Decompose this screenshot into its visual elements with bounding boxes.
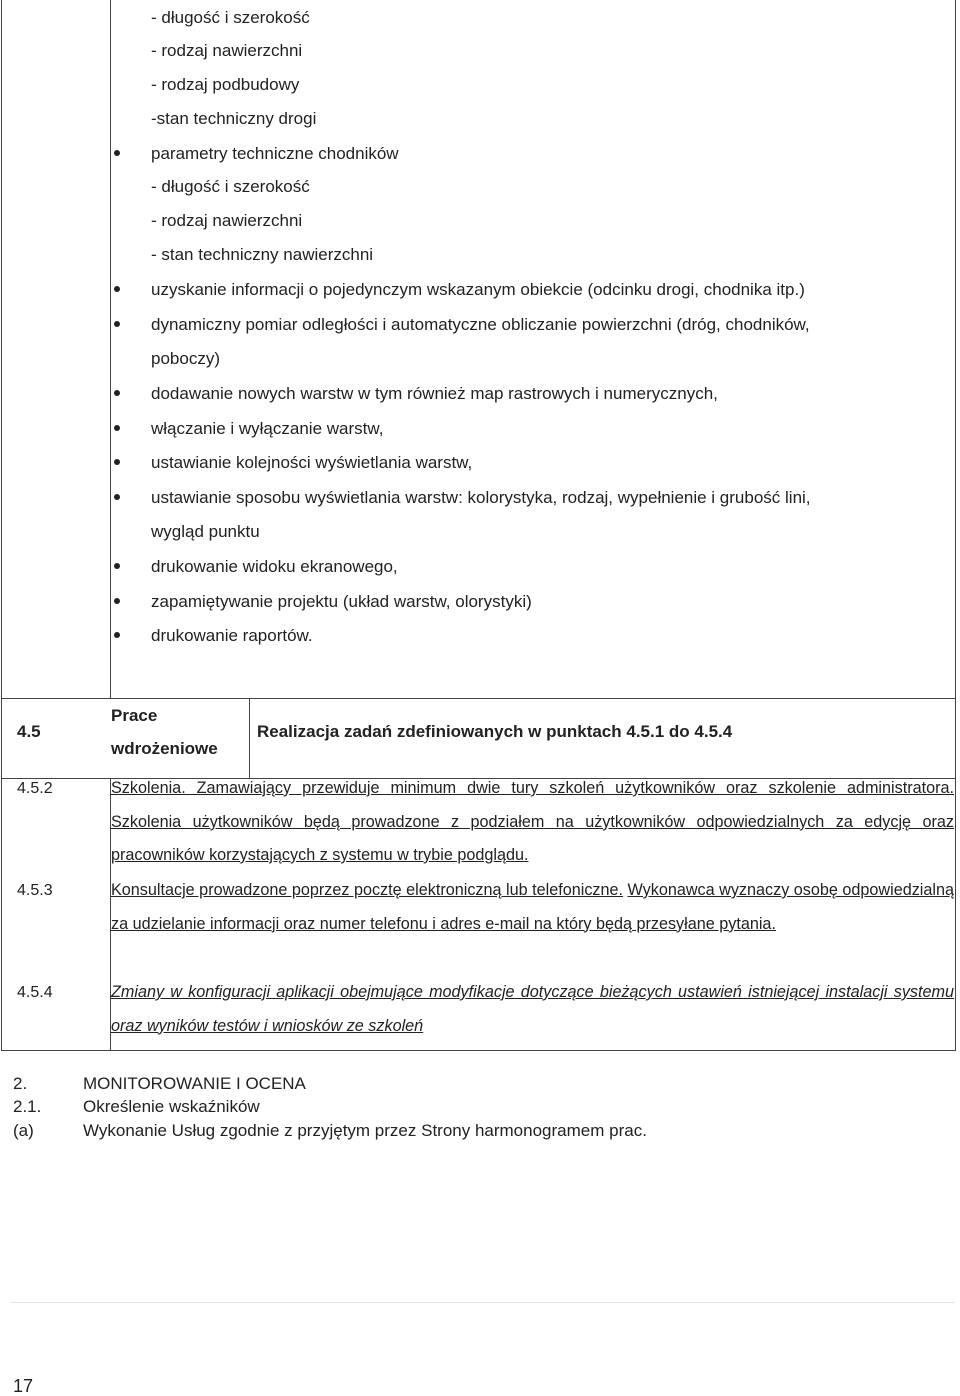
list-item: - rodzaj podbudowy bbox=[151, 75, 300, 94]
row-45-text: Realizacja zadań zdefiniowanych w punktach 4.5.1 do 4.5.4 bbox=[257, 722, 733, 741]
list-item: włączanie i wyłączanie warstw, bbox=[151, 419, 384, 438]
section-number: 2.1. bbox=[13, 1097, 42, 1116]
row-45-label-line1: Prace bbox=[111, 706, 158, 725]
table-row-divider-1 bbox=[1, 698, 956, 699]
table-inner-border-top bbox=[110, 0, 111, 698]
row-45-number: 4.5 bbox=[17, 722, 41, 741]
list-item: parametry techniczne chodników bbox=[151, 144, 399, 163]
row-452-text bbox=[111, 772, 954, 873]
list-item: uzyskanie informacji o pojedynczym wskazanym obiekcie (odcinku drogi, chodnika itp.) bbox=[151, 280, 805, 299]
row-454-number: 4.5.4 bbox=[17, 984, 53, 1001]
row-454-text bbox=[111, 976, 954, 1043]
row-453-text-b: Wykonawca wyznaczy osobę odpowiedzialną za udzielanie informacji oraz numer telefonu i adres e-mail na który będą przesyłane pytania. bbox=[111, 881, 955, 933]
row-452-text-b: Szkolenia użytkowników będą prowadzone z podziałem na użytkowników odpowiedzialnych za edycję oraz pracowników korzystających z systemu w trybie podglądu. bbox=[111, 812, 954, 864]
list-item: - długość i szerokość bbox=[151, 8, 310, 27]
bullet-icon bbox=[114, 286, 120, 292]
section-heading: Określenie wskaźników bbox=[83, 1097, 260, 1116]
list-item: - rodzaj nawierzchni bbox=[151, 211, 303, 230]
list-item: - długość i szerokość bbox=[151, 177, 310, 196]
bullet-icon bbox=[114, 494, 120, 500]
list-item: -stan techniczny drogi bbox=[151, 109, 317, 128]
list-item: dodawanie nowych warstw w tym również map rastrowych i numerycznych, bbox=[151, 384, 718, 403]
row-452-number: 4.5.2 bbox=[17, 780, 53, 797]
bullet-icon bbox=[114, 563, 120, 569]
bullet-icon bbox=[114, 459, 120, 465]
section-heading: MONITOROWANIE I OCENA bbox=[83, 1074, 306, 1093]
row-453-text bbox=[111, 874, 954, 941]
list-item: drukowanie raportów. bbox=[151, 626, 313, 645]
section-number: (a) bbox=[13, 1121, 34, 1140]
footer-separator bbox=[10, 1302, 955, 1303]
list-item: poboczy) bbox=[151, 349, 220, 368]
table-left-border bbox=[1, 0, 2, 1050]
list-item: ustawianie kolejności wyświetlania warstw, bbox=[151, 453, 473, 472]
list-item: ustawianie sposobu wyświetlania warstw: kolorystyka, rodzaj, wypełnienie i grubość lini, bbox=[151, 488, 811, 507]
list-item: wygląd punktu bbox=[151, 522, 260, 541]
list-item: dynamiczny pomiar odległości i automatyczne obliczanie powierzchni (dróg, chodników, bbox=[151, 315, 810, 334]
bullet-icon bbox=[114, 150, 120, 156]
section-text: Wykonanie Usług zgodnie z przyjętym przez Strony harmonogramem prac. bbox=[83, 1121, 647, 1140]
list-item: drukowanie widoku ekranowego, bbox=[151, 557, 398, 576]
list-item: zapamiętywanie projektu (układ warstw, olorystyki) bbox=[151, 592, 532, 611]
table-bottom-border bbox=[1, 1050, 956, 1051]
section-number: 2. bbox=[13, 1074, 28, 1093]
row-452-text-a: Szkolenia. Zamawiający przewiduje minimum dwie tury szkoleń użytkowników oraz szkolenie administratora. bbox=[111, 779, 954, 797]
bullet-icon bbox=[114, 425, 120, 431]
row-454-text-content: Zmiany w konfiguracji aplikacji obejmujące modyfikacje dotyczące bieżących ustawień istniejącej instalacji systemu oraz wyników testów i wniosków ze szkoleń bbox=[111, 983, 954, 1035]
row-453-text-a: Konsultacje prowadzone poprzez pocztę elektroniczną lub telefoniczne. bbox=[111, 881, 624, 899]
table-right-border bbox=[955, 0, 956, 1050]
bullet-icon bbox=[114, 632, 120, 638]
bullet-icon bbox=[114, 321, 120, 327]
list-item: - rodzaj nawierzchni bbox=[151, 41, 303, 60]
page-number: 17 bbox=[13, 1376, 34, 1396]
row-453-number: 4.5.3 bbox=[17, 882, 53, 899]
row-45-label-line2: wdrożeniowe bbox=[111, 739, 218, 758]
bullet-icon bbox=[114, 390, 120, 396]
list-item: - stan techniczny nawierzchni bbox=[151, 245, 374, 264]
table-label-divider bbox=[249, 698, 250, 778]
bullet-icon bbox=[114, 598, 120, 604]
